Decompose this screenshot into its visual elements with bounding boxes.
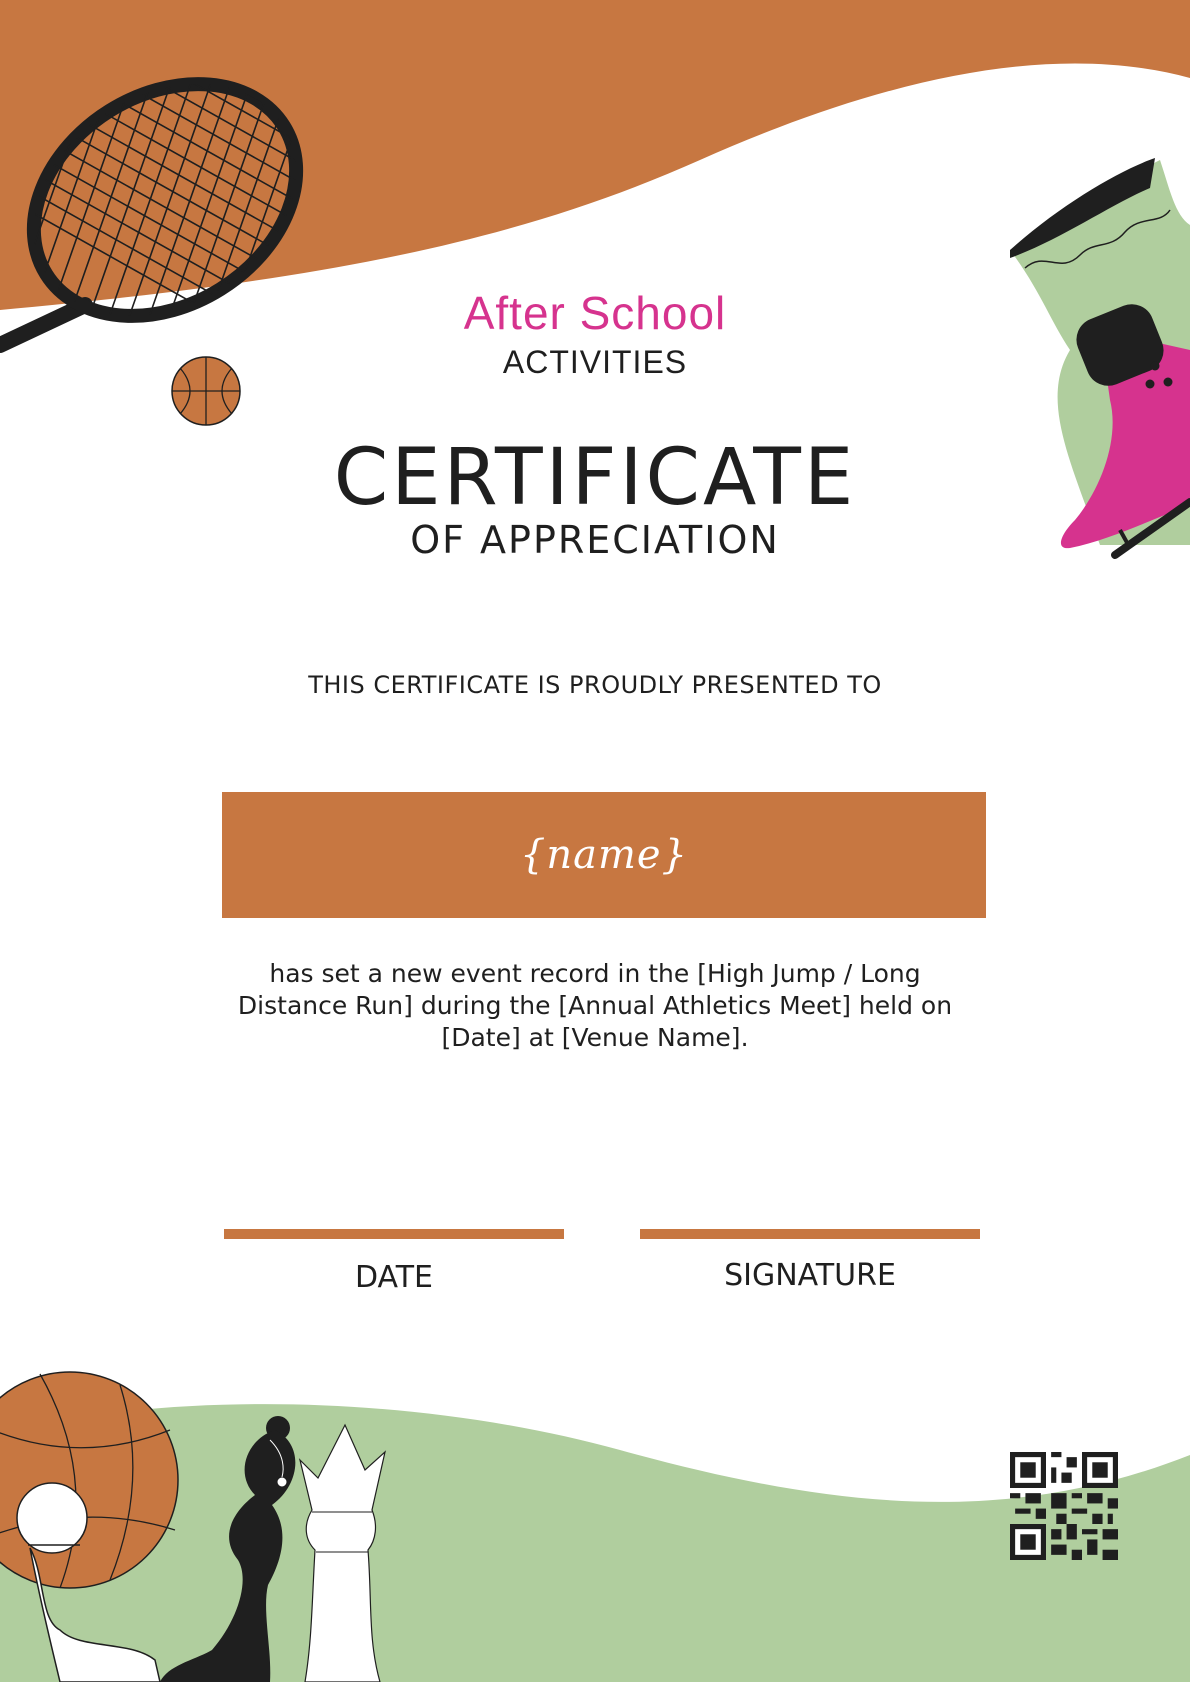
achievement-description: has set a new event record in the [High Jump / Long Distance Run] during the [Annual Athletics Meet] held on [Date] at [Venue Name]. <box>237 959 953 1052</box>
recipient-name: {name} <box>519 832 689 878</box>
certificate-title: CERTIFICATE <box>333 433 857 523</box>
organization-name: After School <box>463 287 727 339</box>
certificate-subtitle: OF APPRECIATION <box>410 518 780 562</box>
organization-subtitle: ACTIVITIES <box>502 344 688 380</box>
recipient-name-band <box>222 792 986 918</box>
signature-label: SIGNATURE <box>724 1258 896 1293</box>
date-label: DATE <box>354 1260 434 1295</box>
qr-code-icon <box>1010 1452 1118 1560</box>
date-line <box>224 1229 564 1239</box>
signature-line <box>640 1229 980 1239</box>
presented-to-text: THIS CERTIFICATE IS PROUDLY PRESENTED TO <box>308 671 882 699</box>
